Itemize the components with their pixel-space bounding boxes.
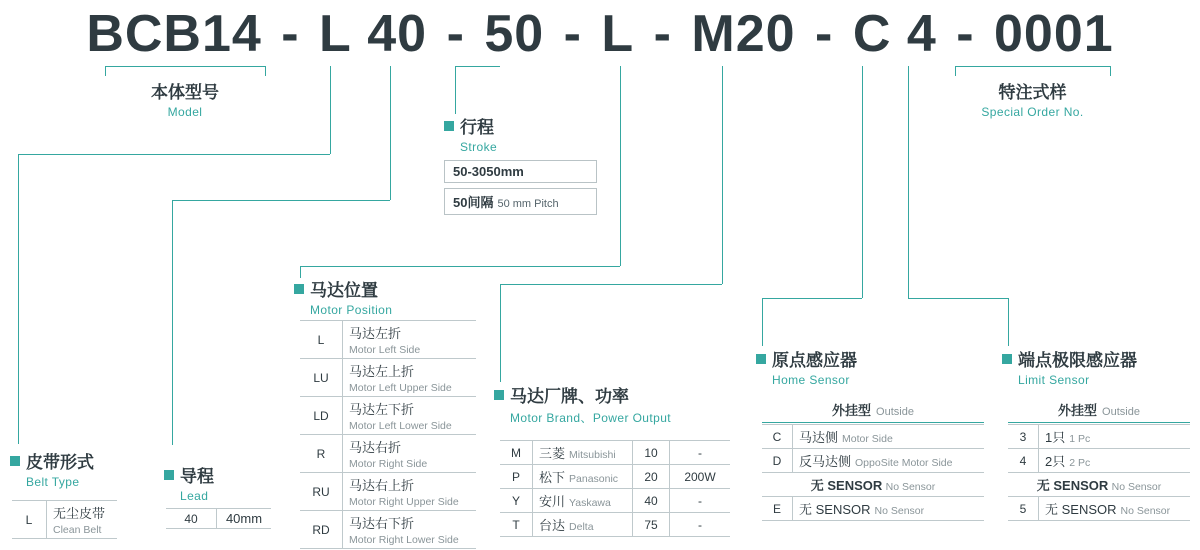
table-row [300,397,476,435]
leader-lead-v1 [390,66,391,200]
home-row-0-key: C [762,425,793,449]
motorpos-row-2-value [343,397,477,435]
square-marker-icon [164,470,174,480]
home-row-2-value [762,473,984,497]
leader-stroke-v [455,66,456,114]
motorpos-row-2-en: Motor Left Lower Side [349,420,452,432]
table-row [1008,449,1190,473]
pn-seg-6: - [563,5,582,63]
leader-home-v2 [762,298,763,346]
home-row-0-cn: 马达侧 [799,430,839,445]
limit-row-1-en: 2 Pc [1069,457,1091,469]
motorpos-row-4-en: Motor Right Upper Side [349,496,459,508]
leader-stroke-h [455,66,500,67]
stroke-pitch-cn: 50间隔 [453,195,494,210]
stroke-pitch-en: 50 mm Pitch [497,198,559,210]
motorpos-row-3-en: Motor Right Side [349,458,428,470]
table-row [1008,473,1190,497]
table-row [1008,497,1190,521]
table-row [762,449,984,473]
motorbrand-row-1-brand [533,465,633,489]
limit-row-0-cn: 1只 [1045,430,1066,445]
motorpos-row-3-key: R [300,435,343,473]
group-motorbrand-title: 马达厂牌、功率 [510,387,629,406]
group-motorbrand-subtitle: Motor Brand、Power Output [510,411,672,425]
pn-seg-0: BCB14 [86,5,262,63]
group-model-subtitle: Model [167,105,203,119]
motorbrand-row-2-num: 40 [633,489,670,513]
motorpos-row-1-en: Motor Left Upper Side [349,382,452,394]
motorpos-row-1-value [343,359,477,397]
table-home-sensor [762,424,984,521]
motorpos-row-2-cn: 马达左下折 [349,402,415,417]
limit-row-3-en: No Sensor [1120,505,1171,517]
leader-home-h [762,298,862,299]
square-marker-icon [1002,354,1012,364]
leader-home-v1 [862,66,863,298]
motorbrand-row-0-brand [533,441,633,465]
leader-motorbrand-v1 [722,66,723,284]
pn-seg-4: - [446,5,465,63]
table-row [300,473,476,511]
home-row-3-key: E [762,497,793,521]
limit-sensor-header-en: Outside [1102,406,1140,418]
group-special-title: 特注式样 [998,83,1067,102]
motorpos-row-3-cn: 马达右折 [349,440,402,455]
home-row-0-en: Motor Side [842,433,893,445]
lead-row-0-key: 40 [166,509,217,529]
leader-lead-h [172,200,390,201]
table-row [762,473,984,497]
leader-lead-v2 [172,200,173,445]
home-row-1-en: OppoSite Motor Side [855,457,953,469]
motorpos-row-5-key: RD [300,511,343,549]
group-motor-brand [494,382,671,426]
home-row-0-value [793,425,985,449]
group-lead-title: 导程 [180,467,214,486]
table-row [12,501,117,539]
leader-limit-h [908,298,1008,299]
table-row [166,509,271,529]
home-row-1-value [793,449,985,473]
motorbrand-row-0-en: Mitsubishi [569,449,616,461]
group-special-subtitle: Special Order No. [981,105,1084,119]
motorbrand-row-1-cn: 松下 [539,470,566,485]
group-lead [164,462,214,503]
motorbrand-row-2-brand [533,489,633,513]
table-motor-position [300,320,476,549]
motorbrand-row-2-cn: 安川 [539,494,566,509]
group-belt-type [10,448,94,489]
leader-limit-v2 [1008,298,1009,346]
home-row-1-cn: 反马达侧 [799,454,852,469]
square-marker-icon [444,121,454,131]
home-sensor-header [762,400,984,423]
group-model [105,78,265,119]
square-marker-icon [756,354,766,364]
motorbrand-row-1-key: P [500,465,533,489]
limit-row-2-cn: 无 SENSOR [1036,478,1109,493]
motorpos-row-5-value [343,511,477,549]
belt-row-0-en: Clean Belt [53,524,102,536]
pn-seg-13: - [956,5,975,63]
limit-row-2-value [1008,473,1190,497]
lead-row-0-value [217,509,272,529]
stroke-range-value: 50-3050mm [453,164,524,179]
home-sensor-header-en: Outside [876,406,914,418]
limit-row-3-key: 5 [1008,497,1039,521]
table-row [300,511,476,549]
leader-model-top [105,66,265,67]
home-sensor-header-cn: 外挂型 [832,403,872,418]
group-lead-subtitle: Lead [180,489,209,503]
motorbrand-row-1-num: 20 [633,465,670,489]
motorpos-row-4-cn: 马达右上折 [349,478,415,493]
pn-seg-8: - [653,5,672,63]
table-lead [166,508,271,529]
motorpos-row-0-key: L [300,321,343,359]
motorpos-row-1-key: LU [300,359,343,397]
group-limit-title: 端点极限感应器 [1018,351,1137,370]
home-row-3-cn: 无 SENSOR [799,502,871,517]
group-stroke-subtitle: Stroke [460,140,498,154]
group-motorpos-subtitle: Motor Position [310,303,393,317]
group-motor-position [294,276,392,317]
motorpos-row-0-value [343,321,477,359]
table-row [500,441,730,465]
home-row-2-cn: 无 SENSOR [810,478,883,493]
pn-seg-11: C [852,5,892,63]
group-motorpos-title: 马达位置 [310,281,378,300]
motorpos-row-2-key: LD [300,397,343,435]
motorbrand-row-1-power: 200W [670,465,731,489]
motorbrand-row-2-en: Yaskawa [569,497,611,509]
limit-sensor-header [1008,400,1190,423]
group-stroke-title: 行程 [460,118,494,137]
group-belt-subtitle: Belt Type [26,475,80,489]
table-row [500,489,730,513]
belt-row-0-key: L [12,501,47,539]
home-row-3-value [793,497,985,521]
leader-model-left-tick [105,66,106,76]
table-row [500,465,730,489]
table-limit-sensor [1008,424,1190,521]
pn-seg-14: 0001 [993,5,1114,63]
leader-special-left-tick [955,66,956,76]
square-marker-icon [10,456,20,466]
pn-seg-10: - [815,5,834,63]
table-row [762,425,984,449]
motorpos-row-5-cn: 马达右下折 [349,516,415,531]
limit-row-1-value [1039,449,1191,473]
leader-motorpos-h [300,266,620,267]
limit-row-0-en: 1 Pc [1069,433,1091,445]
motorbrand-row-3-key: T [500,513,533,537]
limit-row-3-value [1039,497,1191,521]
motorbrand-row-3-brand [533,513,633,537]
motorbrand-row-2-power: - [670,489,731,513]
table-row [762,497,984,521]
motorpos-row-5-en: Motor Right Lower Side [349,534,459,546]
motorbrand-row-2-key: Y [500,489,533,513]
lead-row-0-cn: 40mm [225,511,263,526]
table-row [1008,425,1190,449]
home-row-1-key: D [762,449,793,473]
pn-seg-9: M20 [691,5,796,63]
leader-limit-v1 [908,66,909,298]
table-row [300,435,476,473]
motorbrand-row-1-en: Panasonic [569,473,619,485]
stroke-pitch-box [444,188,597,215]
leader-motorbrand-v2 [500,284,501,382]
belt-row-0-cn: 无尘皮带 [53,506,106,521]
motorbrand-row-3-num: 75 [633,513,670,537]
limit-row-1-cn: 2只 [1045,454,1066,469]
motorpos-row-3-value [343,435,477,473]
square-marker-icon [294,284,304,294]
leader-motorbrand-h [500,284,722,285]
motorbrand-row-3-power: - [670,513,731,537]
group-model-title: 本体型号 [151,83,219,102]
motorpos-row-1-cn: 马达左上折 [349,364,415,379]
leader-special-top [955,66,1110,67]
stroke-range-box [444,160,597,183]
motorbrand-row-3-en: Delta [569,521,594,533]
limit-row-0-key: 3 [1008,425,1039,449]
leader-special-right-tick [1110,66,1111,76]
limit-row-0-value [1039,425,1191,449]
table-motor-brand [500,440,730,537]
group-home-sensor [756,346,857,387]
table-row [500,513,730,537]
pn-seg-5: 50 [484,5,545,63]
belt-row-0-value [47,501,118,539]
motorpos-row-0-cn: 马达左折 [349,326,402,341]
group-stroke [444,113,497,154]
leader-belt-v1 [330,66,331,154]
motorbrand-row-3-cn: 台达 [539,518,566,533]
group-limit-subtitle: Limit Sensor [1018,373,1090,387]
motorpos-row-0-en: Motor Left Side [349,344,421,356]
leader-belt-h [18,154,330,155]
limit-row-3-cn: 无 SENSOR [1045,502,1117,517]
pn-seg-12: 4 [906,5,937,63]
pn-seg-1: - [281,5,300,63]
motorpos-row-4-key: RU [300,473,343,511]
pn-seg-3: 40 [367,5,428,63]
table-row [300,321,476,359]
home-row-2-en: No Sensor [885,481,936,493]
group-home-subtitle: Home Sensor [772,373,850,387]
motorbrand-row-0-power: - [670,441,731,465]
home-row-3-en: No Sensor [874,505,925,517]
leader-model-right-tick [265,66,266,76]
motorbrand-row-0-key: M [500,441,533,465]
square-marker-icon [494,390,504,400]
group-limit-sensor [1002,346,1137,387]
table-belt-type [12,500,117,539]
pn-seg-2: L [319,5,352,63]
group-home-title: 原点感应器 [772,351,857,370]
leader-belt-v2 [18,154,19,444]
pn-seg-7: L [601,5,635,63]
motorpos-row-4-value [343,473,477,511]
part-number [0,4,1200,64]
group-special-order [955,78,1110,119]
leader-motorpos-v1 [620,66,621,266]
motorbrand-row-0-cn: 三菱 [539,446,566,461]
limit-row-2-en: No Sensor [1111,481,1162,493]
limit-sensor-header-cn: 外挂型 [1058,403,1098,418]
group-belt-title: 皮带形式 [26,453,94,472]
table-row [300,359,476,397]
motorbrand-row-0-num: 10 [633,441,670,465]
limit-row-1-key: 4 [1008,449,1039,473]
